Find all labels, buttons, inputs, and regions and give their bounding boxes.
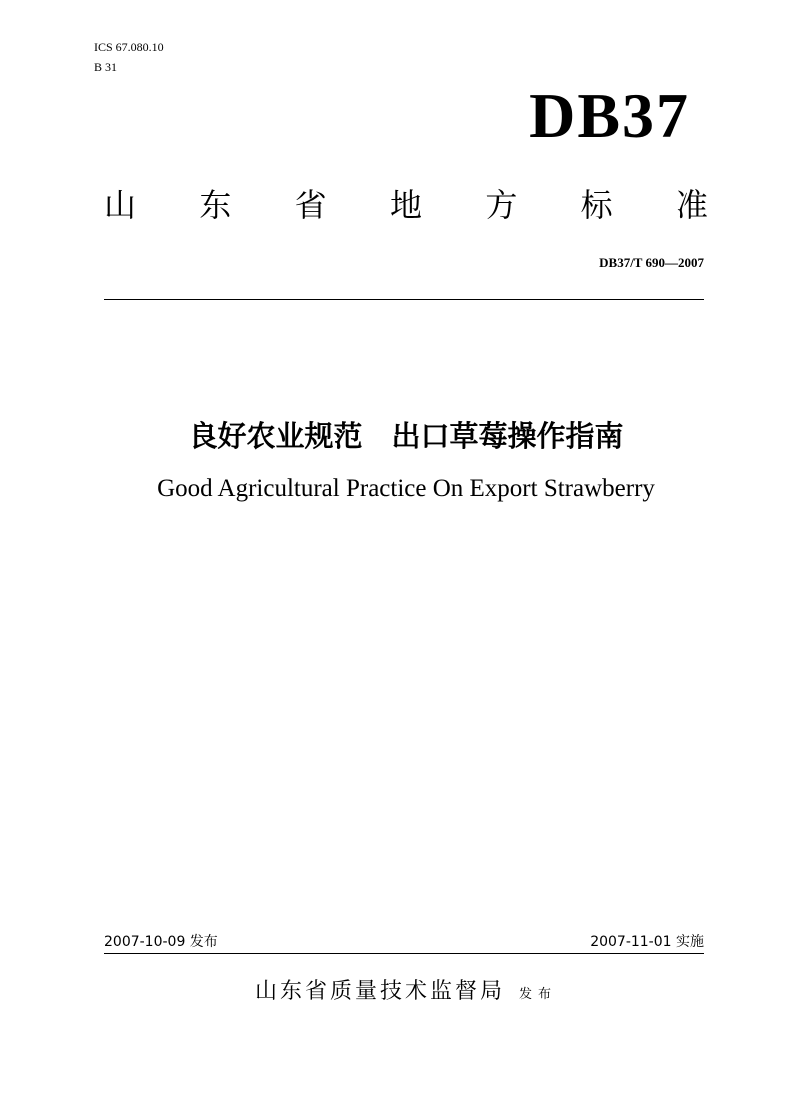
standard-type-char: 山	[104, 186, 137, 224]
issue-date: 2007-10-09 发布	[104, 934, 218, 950]
standard-number: DB37/T 690—2007	[599, 255, 704, 270]
standard-type-char: 准	[675, 186, 708, 224]
issuer-line	[0, 975, 790, 1012]
top-divider	[104, 299, 704, 300]
implementation-date: 2007-11-01 实施	[590, 934, 704, 950]
ics-code: ICS 67.080.10	[94, 40, 164, 54]
standard-type-heading	[104, 185, 708, 225]
standard-type-char: 东	[199, 186, 232, 224]
standard-type-char: 方	[485, 186, 518, 224]
standard-type-char: 地	[389, 186, 422, 224]
bottom-divider	[104, 953, 704, 954]
standard-logo: DB37	[529, 80, 690, 151]
issuing-authority: 山东省质量技术监督局	[254, 979, 505, 1004]
issue-label: 发布	[519, 987, 558, 1002]
chinese-title: 良好农业规范 出口草莓操作指南	[188, 419, 624, 453]
ccs-code: B 31	[94, 60, 118, 74]
standard-type-char: 省	[294, 186, 327, 224]
standard-type-char: 标	[580, 186, 613, 224]
english-title: Good Agricultural Practice On Export Strawberry	[157, 475, 655, 502]
